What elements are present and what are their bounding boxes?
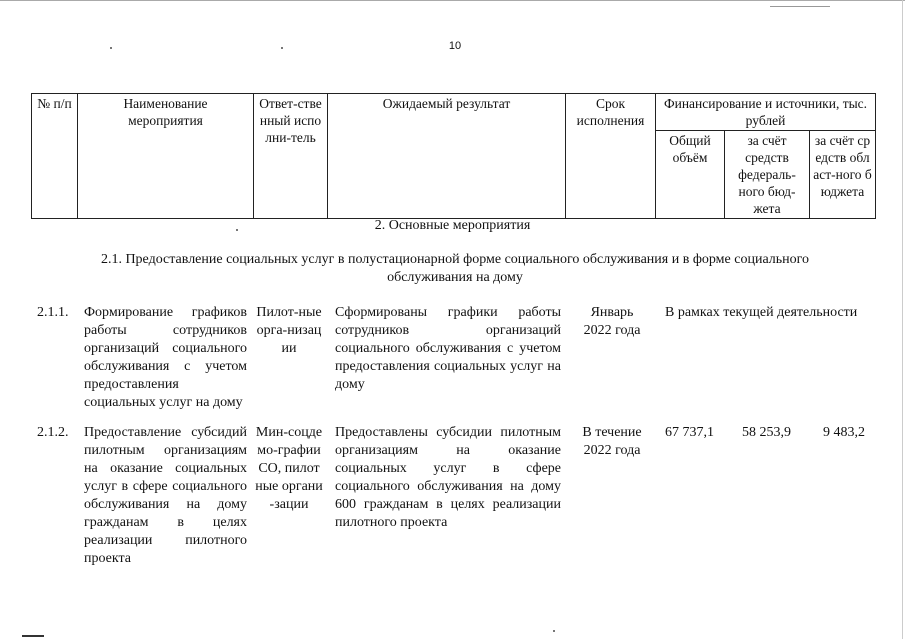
scan-speck	[281, 47, 283, 49]
section-title: 2. Основные мероприятия	[374, 218, 531, 233]
header-result: Ожидаемый результат	[328, 94, 566, 219]
header-federal: за счёт средств федераль-ного бюд-жета	[725, 131, 810, 219]
row-result: Предоставлены субсидии пилотным организациям на оказание социальных услуг в сфере социального обслуживания на дому 600 гражданам в целях реализации пилотного проекта	[335, 425, 561, 530]
scan-speck	[553, 630, 555, 632]
header-financing: Финансирование и источники, тыс. рублей	[656, 94, 876, 131]
row-num: 2.1.1.	[37, 305, 69, 320]
scan-edge-right	[902, 0, 903, 639]
header-name: Наименование мероприятия	[78, 94, 254, 219]
row-regional: 9 483,2	[823, 425, 865, 440]
header-regional: за счёт средств област-ного бюджета	[810, 131, 876, 219]
row-federal: 58 253,9	[742, 425, 791, 440]
row-term: Январь 2022 года	[583, 305, 641, 338]
row-responsible: Мин-соцдемо-графии СО, пилотные органи-зации	[255, 425, 323, 512]
row-responsible: Пилот-ные орга-низации	[256, 305, 322, 356]
header-num: № п/п	[32, 94, 78, 219]
scan-edge-top	[0, 0, 905, 1]
scan-mark-bottom	[22, 635, 44, 637]
scan-mark-top-right	[770, 6, 830, 7]
header-term: Срок исполнения	[566, 94, 656, 219]
row-term: В течение 2022 года	[582, 425, 642, 458]
row-num: 2.1.2.	[37, 425, 69, 440]
row-name: Предоставление субсидий пилотным организациям на оказание социальных услуг в сфере социального обслуживания на дому гражданам в целях реализации пилотного проекта	[84, 425, 247, 566]
scan-speck	[110, 47, 112, 49]
row-financing: В рамках текущей деятельности	[665, 305, 858, 320]
subsection-title: 2.1. Предоставление социальных услуг в полустационарной форме социального обслуживания и в форме социального обслуживания на дому	[100, 252, 810, 285]
row-total: 67 737,1	[665, 425, 714, 440]
table-header	[31, 93, 876, 219]
row-name: Формирование графиков работы сотрудников организаций социального обслуживания с учетом предоставления социальных услуг на дому	[84, 305, 247, 410]
row-result: Сформированы графики работы сотрудников организаций социального обслуживания с учетом предоставления социальных услуг на дому	[335, 305, 561, 392]
header-total: Общий объём	[656, 131, 725, 219]
page-number: 10	[448, 40, 462, 52]
header-responsible: Ответ-ственный исполни-тель	[254, 94, 328, 219]
